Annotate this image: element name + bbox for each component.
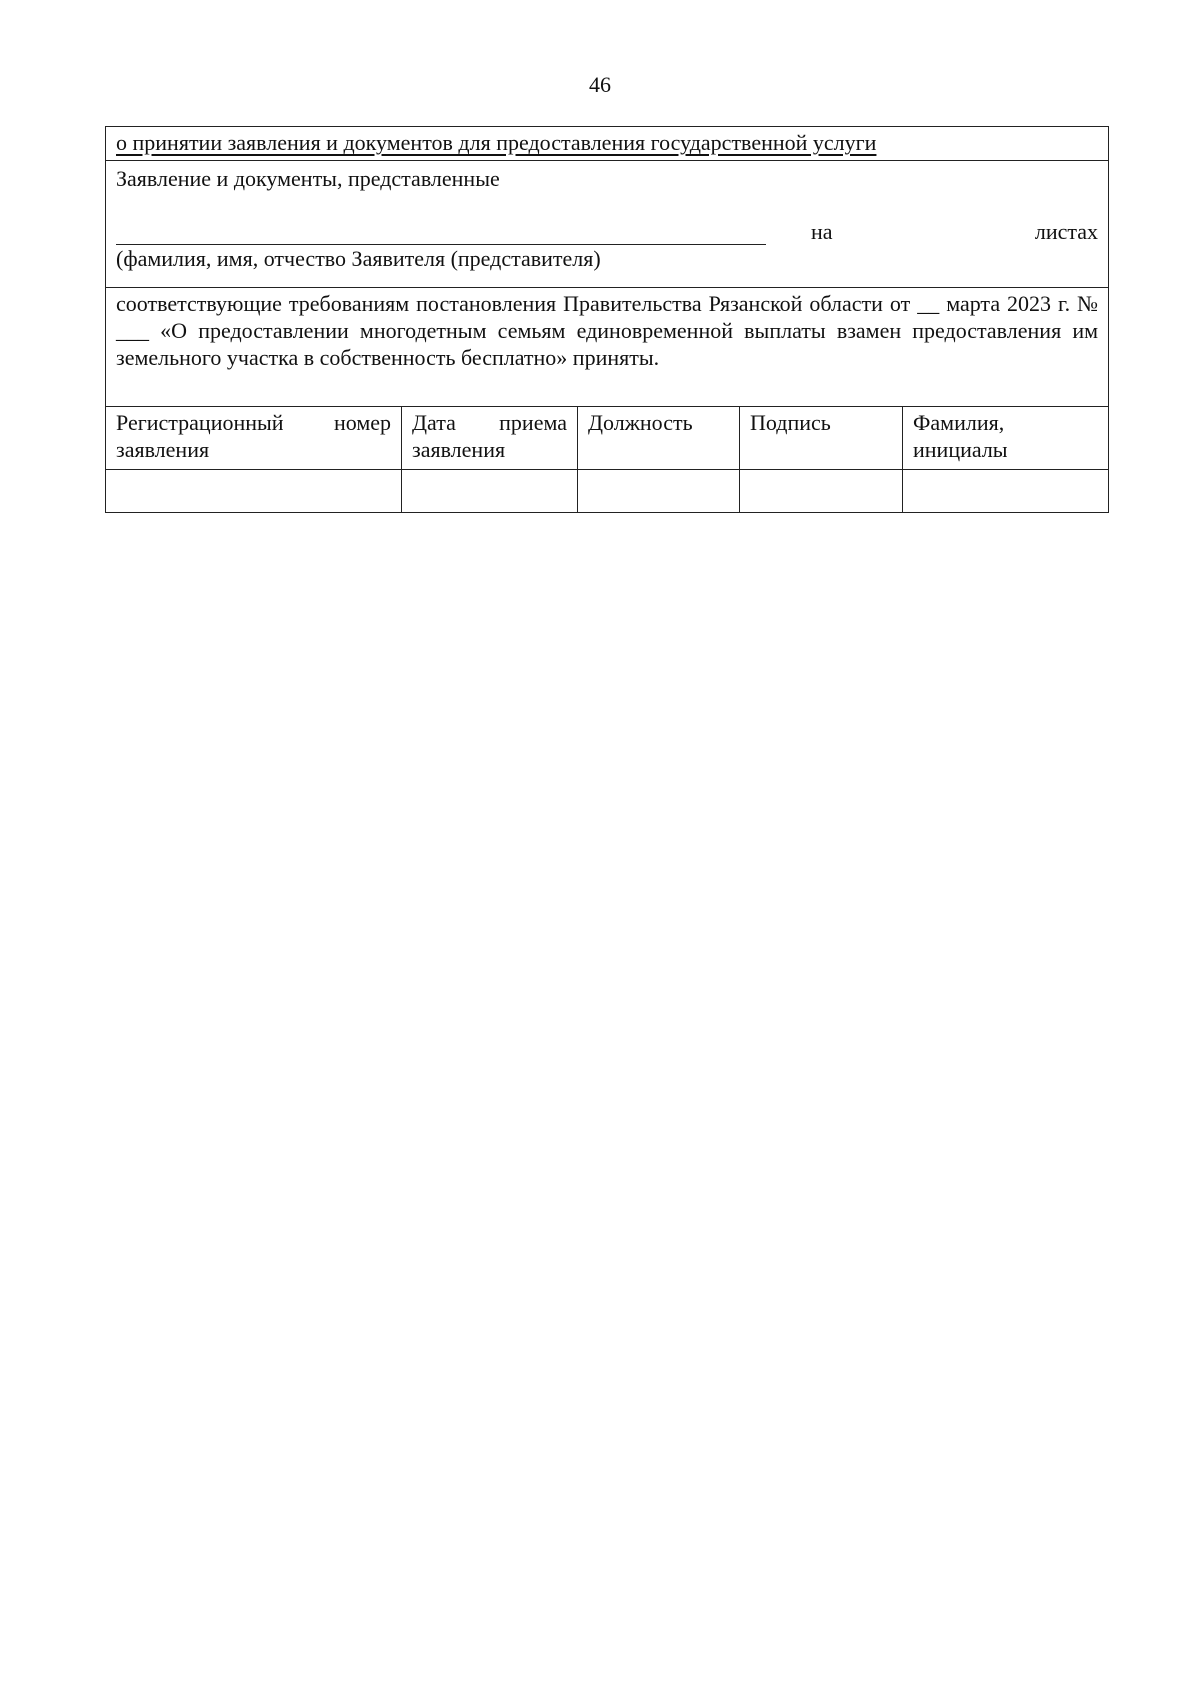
- on-word: на: [811, 219, 833, 244]
- receipt-title: о принятии заявления и документов для предоставления государственной услуги: [116, 130, 877, 155]
- column-header-signature: Подпись: [740, 407, 903, 470]
- receipt-title-cell: [106, 127, 1109, 161]
- receipt-title-row: [106, 127, 1109, 161]
- column-header-surname-initials: Фамилия, инициалы: [903, 407, 1109, 470]
- sheets-word: листах: [1034, 219, 1099, 244]
- submitted-name-line: [116, 218, 1098, 245]
- column-header-registration-number: Регистрационный номер заявления: [106, 407, 402, 470]
- applicant-name-blank: [116, 220, 766, 245]
- decree-text: соответствующие требованиям постановления Правительства Рязанской области от __ марта 2023 г. № ___ «О предоставлении многодетным семьям единовременной выплаты взамен предоставления им земельного участка в собственность бесплатно» приняты.: [106, 288, 1109, 407]
- column-header-position: Должность: [578, 407, 740, 470]
- submitted-cell: [106, 161, 1109, 288]
- signature-cell: [740, 470, 903, 513]
- page-number: 46: [589, 72, 611, 97]
- receipt-date-cell: [402, 470, 578, 513]
- table-header-row: [106, 407, 1109, 470]
- decree-row: [106, 288, 1109, 407]
- applicant-name-hint: (фамилия, имя, отчество Заявителя (представителя): [116, 246, 601, 271]
- position-cell: [578, 470, 740, 513]
- registration-number-cell: [106, 470, 402, 513]
- submitted-row: [106, 161, 1109, 288]
- column-header-receipt-date: Дата приема заявления: [402, 407, 578, 470]
- table-row: [106, 470, 1109, 513]
- surname-initials-cell: [903, 470, 1109, 513]
- submitted-label: Заявление и документы, представленные: [116, 166, 500, 191]
- acceptance-receipt-table: [105, 126, 1109, 513]
